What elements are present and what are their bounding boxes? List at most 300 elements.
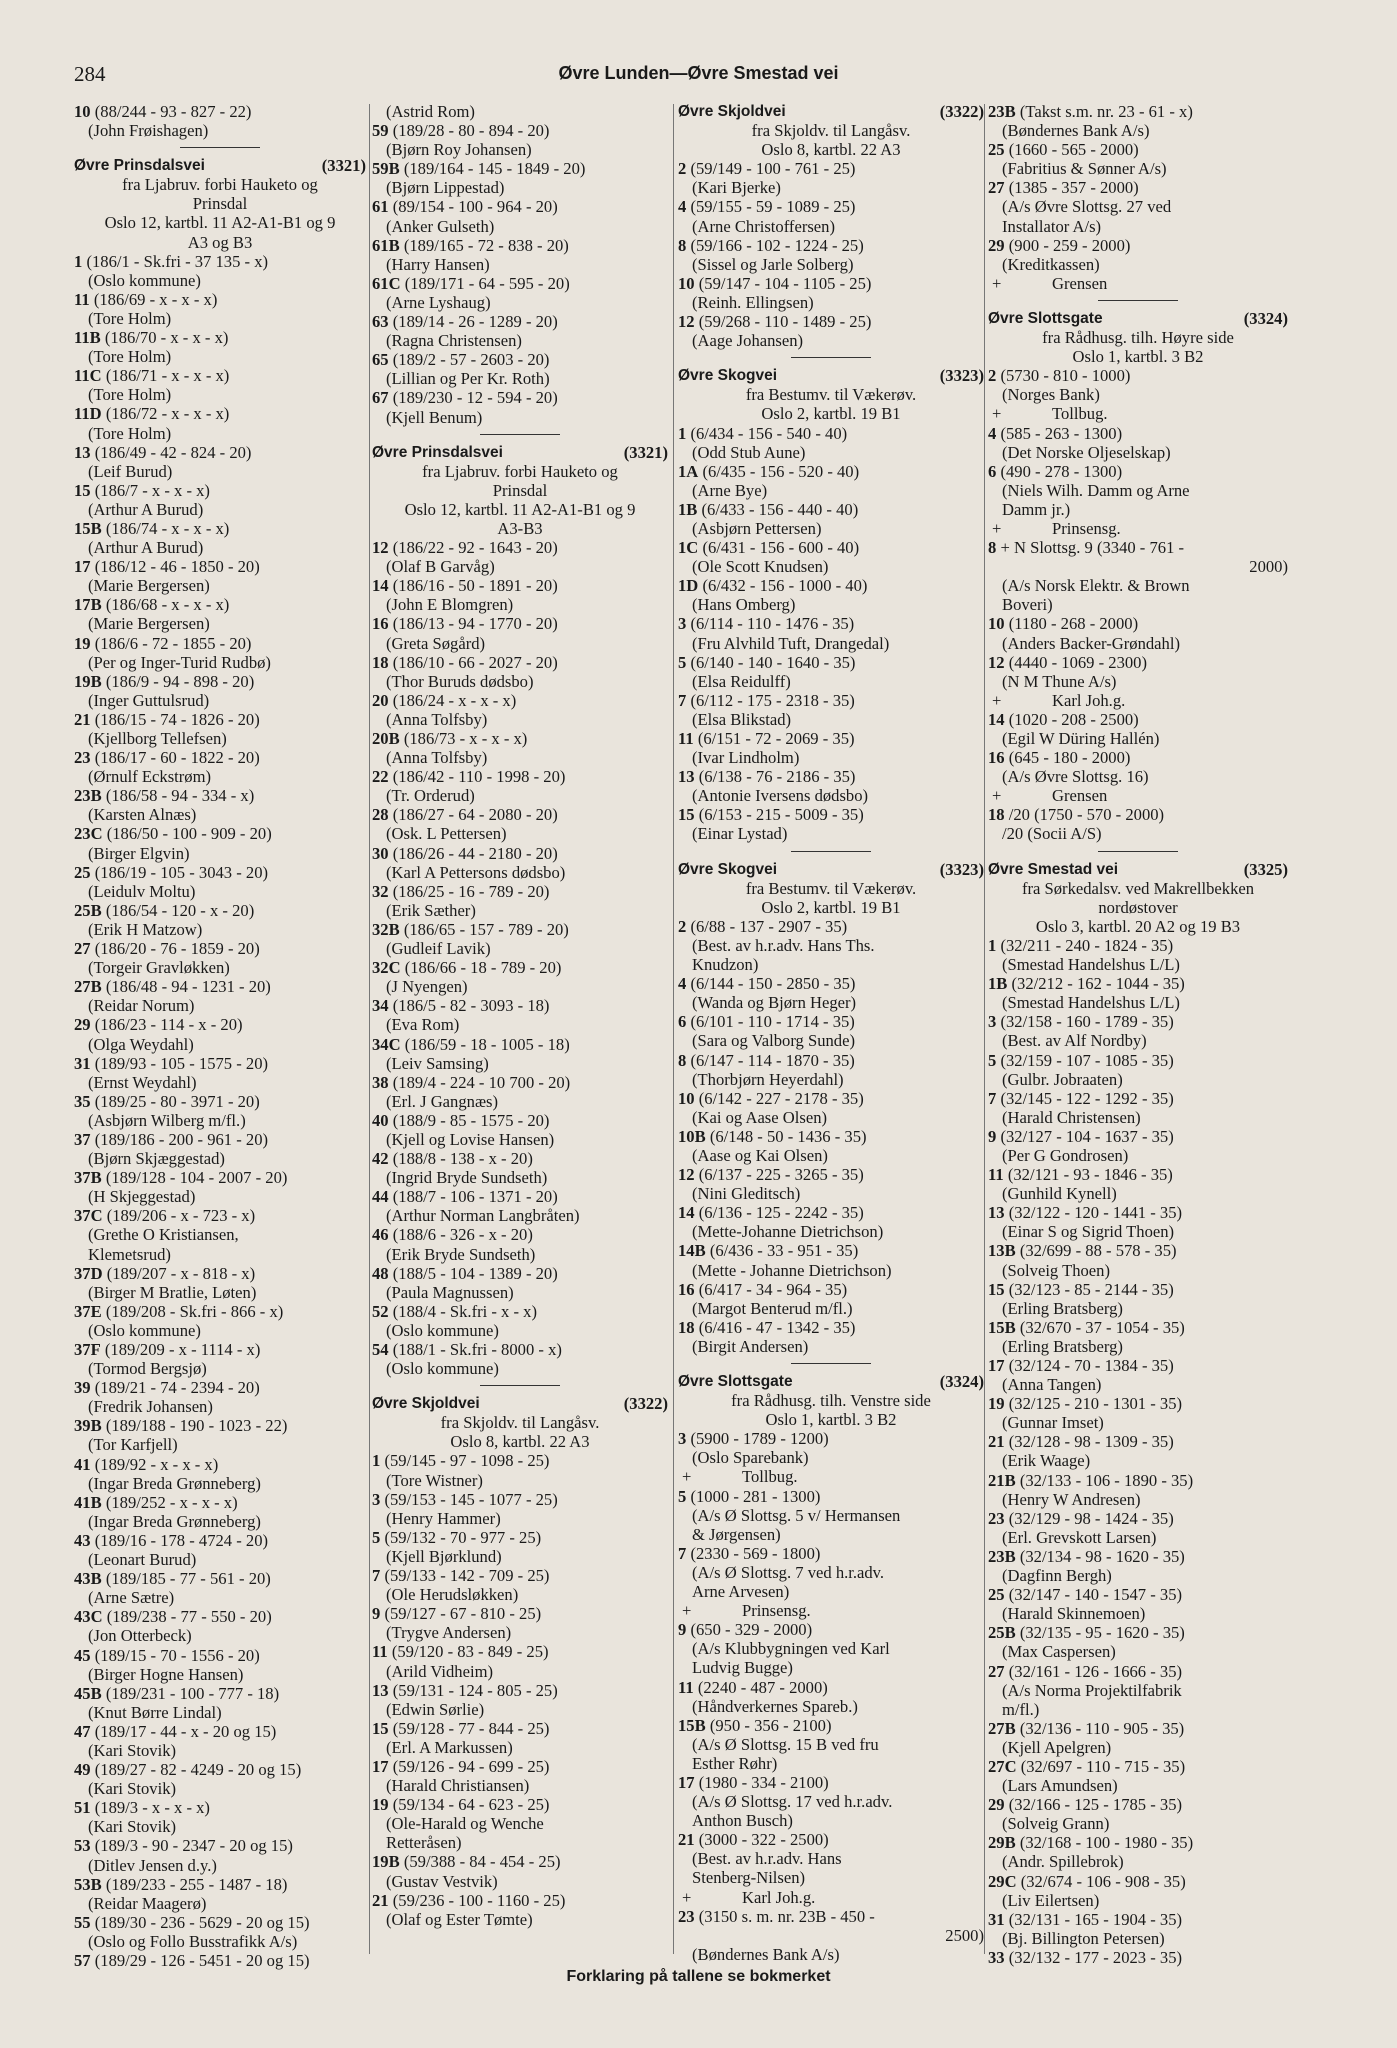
property-data: (188/5 - 104 - 1389 - 20) bbox=[392, 1263, 558, 1283]
address-entry bbox=[988, 1241, 1288, 1260]
property-data: (189/207 - x - 818 - x) bbox=[106, 1263, 256, 1283]
address-entry bbox=[678, 462, 984, 481]
owner-name: (Reidar Norum) bbox=[88, 996, 195, 1016]
owner-name: (Edwin Sørlie) bbox=[386, 1699, 485, 1719]
property-data: (32/131 - 165 - 1904 - 35) bbox=[1008, 1909, 1183, 1929]
address-entry bbox=[74, 1054, 366, 1073]
address-entry bbox=[372, 1719, 668, 1738]
owner-name: (Oslo kommune) bbox=[386, 1320, 499, 1340]
house-number: 16 bbox=[678, 1279, 695, 1299]
house-number: 25 bbox=[988, 1585, 1005, 1605]
owner-name: (Nini Gleditsch) bbox=[692, 1184, 801, 1204]
address-entry bbox=[74, 1722, 366, 1741]
house-number: 3 bbox=[372, 1489, 381, 1509]
owner-name: Damm jr.) bbox=[1002, 499, 1071, 519]
property-data: (6/101 - 110 - 1714 - 35) bbox=[690, 1012, 855, 1032]
owner-name: (Smestad Handelshus L/L) bbox=[1002, 993, 1180, 1013]
house-number: 8 bbox=[678, 235, 687, 255]
owner-name: (Eva Rom) bbox=[386, 1015, 460, 1035]
property-data: (32/132 - 177 - 2023 - 35) bbox=[1008, 1947, 1183, 1967]
street-heading bbox=[988, 309, 1288, 328]
property-data: (6/114 - 110 - 1476 - 35) bbox=[690, 614, 855, 634]
owner-name: (Lars Amundsen) bbox=[1002, 1776, 1118, 1796]
address-entry bbox=[372, 691, 668, 710]
property-data: (6/417 - 34 - 964 - 35) bbox=[698, 1279, 848, 1299]
property-data: (189/165 - 72 - 838 - 20) bbox=[403, 235, 569, 255]
owner-name: (Erik H Matzow) bbox=[88, 919, 203, 939]
street-description: fra Bestumv. til Vækerøv. bbox=[745, 878, 917, 898]
owner-name: (Torgeir Gravløkken) bbox=[88, 958, 230, 978]
property-data: (59/147 - 104 - 1105 - 25) bbox=[698, 273, 872, 293]
street-heading bbox=[678, 860, 984, 879]
cross-street-name: Karl Joh.g. bbox=[1052, 690, 1126, 710]
property-data: (6/144 - 150 - 2850 - 35) bbox=[690, 974, 856, 994]
address-entry bbox=[988, 1719, 1288, 1738]
street-name: Øvre Prinsdalsvei bbox=[372, 443, 503, 461]
owner-name: (Einar Lystad) bbox=[692, 824, 788, 844]
house-number: 2 bbox=[988, 366, 997, 386]
property-data: (6/112 - 175 - 2318 - 35) bbox=[690, 690, 855, 710]
house-number: 23B bbox=[988, 1546, 1016, 1566]
house-number: 5 bbox=[678, 1486, 687, 1506]
address-entry bbox=[372, 576, 668, 595]
address-entry bbox=[988, 1547, 1288, 1566]
house-number: 3 bbox=[678, 614, 687, 634]
address-entry bbox=[372, 1073, 668, 1092]
property-data: (186/25 - 16 - 789 - 20) bbox=[392, 881, 550, 901]
owner-name: (Best. av h.r.adv. Hans Ths. bbox=[692, 935, 875, 955]
house-number: 21B bbox=[988, 1470, 1016, 1490]
house-number: 16 bbox=[988, 748, 1005, 768]
owner-name: (Knut Børre Lindal) bbox=[88, 1702, 222, 1722]
address-entry bbox=[372, 958, 668, 977]
address-entry bbox=[74, 939, 366, 958]
house-number: 43B bbox=[74, 1569, 102, 1589]
property-data: (5900 - 1789 - 1200) bbox=[690, 1429, 829, 1449]
address-entry bbox=[74, 634, 366, 653]
owner-name: (Lillian og Per Kr. Roth) bbox=[386, 369, 550, 389]
owner-name: (Birgit Andersen) bbox=[692, 1336, 809, 1356]
property-data: (189/208 - Sk.fri - 866 - x) bbox=[105, 1301, 284, 1321]
address-entry bbox=[372, 767, 668, 786]
address-entry bbox=[74, 1416, 366, 1435]
property-data: (4440 - 1069 - 2300) bbox=[1008, 652, 1148, 672]
owner-name: (A/s Klubbygningen ved Karl bbox=[692, 1639, 890, 1659]
address-entry bbox=[372, 1225, 668, 1244]
owner-name: (Fabritius & Sønner A/s) bbox=[1002, 159, 1167, 179]
address-entry bbox=[74, 1607, 366, 1626]
house-number: 1 bbox=[678, 423, 687, 443]
address-entry bbox=[988, 1432, 1288, 1451]
owner-name: (Erl. J Gangnæs) bbox=[386, 1091, 498, 1111]
property-data: (89/154 - 100 - 964 - 20) bbox=[392, 197, 558, 217]
property-data: (59/145 - 97 - 1098 - 25) bbox=[384, 1451, 550, 1471]
section-divider bbox=[480, 1385, 560, 1386]
property-data: (189/128 - 104 - 2007 - 20) bbox=[105, 1168, 288, 1188]
house-number: 37C bbox=[74, 1206, 103, 1226]
owner-name: (Norges Bank) bbox=[1002, 385, 1100, 405]
property-data: (189/27 - 82 - 4249 - 20 og 15) bbox=[94, 1760, 302, 1780]
property-data: (186/12 - 46 - 1850 - 20) bbox=[94, 557, 260, 577]
property-data: (32/136 - 110 - 905 - 35) bbox=[1019, 1718, 1185, 1738]
owner-name: (Bjørn Roy Johansen) bbox=[386, 140, 532, 160]
house-number: 14B bbox=[678, 1241, 706, 1261]
owner-name: (Arne Lyshaug) bbox=[386, 292, 491, 312]
house-number: 32B bbox=[372, 919, 400, 939]
property-data: (59/134 - 64 - 623 - 25) bbox=[392, 1795, 550, 1815]
owner-name: (Kjell Bjørklund) bbox=[386, 1546, 502, 1566]
house-number: 6 bbox=[678, 1012, 687, 1032]
property-data: (88/244 - 93 - 827 - 22) bbox=[94, 102, 252, 121]
house-number: 61 bbox=[372, 197, 389, 217]
property-data: (186/66 - 18 - 789 - 20) bbox=[404, 958, 562, 978]
street-code: (3321) bbox=[321, 156, 366, 176]
owner-name: (Margot Benterud m/fl.) bbox=[692, 1298, 853, 1318]
address-entry bbox=[988, 1165, 1288, 1184]
address-entry bbox=[988, 936, 1288, 955]
house-number: 5 bbox=[678, 652, 687, 672]
house-number: 28 bbox=[372, 805, 389, 825]
page-number: 284 bbox=[74, 62, 106, 86]
property-data: (950 - 356 - 2100) bbox=[709, 1715, 832, 1735]
property-data: (189/186 - 200 - 961 - 20) bbox=[94, 1129, 269, 1149]
house-number: 67 bbox=[372, 388, 389, 408]
owner-name: (Anna Tolfsby) bbox=[386, 748, 488, 768]
property-data: (59/153 - 145 - 1077 - 25) bbox=[384, 1489, 558, 1509]
address-entry bbox=[372, 1681, 668, 1700]
property-data: (32/133 - 106 - 1890 - 35) bbox=[1019, 1470, 1194, 1490]
property-data: (186/7 - x - x - x) bbox=[94, 480, 210, 500]
house-number: 11B bbox=[74, 328, 101, 348]
owner-name: (Osk. L Pettersen) bbox=[386, 824, 507, 844]
address-entry bbox=[678, 1620, 984, 1639]
address-entry bbox=[678, 691, 984, 710]
address-entry bbox=[372, 1852, 668, 1871]
house-number: 11 bbox=[678, 1677, 694, 1697]
property-data: (6/435 - 156 - 520 - 40) bbox=[702, 461, 860, 481]
owner-name: (Reidar Maagerø) bbox=[88, 1893, 207, 1913]
address-entry bbox=[678, 1127, 984, 1146]
address-entry bbox=[372, 1566, 668, 1585]
house-number: 15 bbox=[74, 480, 91, 500]
street-description: A3-B3 bbox=[497, 518, 543, 538]
address-entry bbox=[988, 424, 1288, 443]
house-number: 21 bbox=[988, 1432, 1005, 1452]
owner-name: (Arild Vidheim) bbox=[386, 1661, 494, 1681]
owner-name: Anthon Busch) bbox=[692, 1811, 793, 1831]
street-description: fra Bestumv. til Vækerøv. bbox=[745, 385, 917, 405]
property-data: (59/155 - 59 - 1089 - 25) bbox=[690, 197, 856, 217]
address-entry bbox=[988, 1356, 1288, 1375]
address-entry bbox=[678, 1773, 984, 1792]
property-data: (186/69 - x - x - x) bbox=[93, 289, 218, 309]
house-number: 15B bbox=[678, 1715, 706, 1735]
house-number: 12 bbox=[372, 538, 389, 558]
property-data: (2330 - 569 - 1800) bbox=[690, 1543, 821, 1563]
street-code: (3323) bbox=[939, 859, 984, 879]
address-entry bbox=[988, 1872, 1288, 1891]
address-entry bbox=[372, 729, 668, 748]
house-number: 11 bbox=[372, 1642, 388, 1662]
address-entry bbox=[372, 197, 668, 216]
owner-name: (Tore Holm) bbox=[88, 385, 172, 405]
owner-name: (Ragna Christensen) bbox=[386, 331, 522, 351]
cross-street-marker: + bbox=[992, 690, 1002, 710]
owner-name: (Tore Wistner) bbox=[386, 1470, 483, 1490]
street-description: fra Rådhusg. tilh. Venstre side bbox=[731, 1391, 931, 1411]
address-entry bbox=[678, 1830, 984, 1849]
owner-name: (Ole-Harald og Wenche bbox=[386, 1814, 544, 1834]
street-description: nordøstover bbox=[1098, 897, 1178, 917]
property-data: (1660 - 565 - 2000) bbox=[1008, 140, 1139, 160]
house-number: 22 bbox=[372, 767, 389, 787]
address-entry bbox=[678, 236, 984, 255]
house-number: 52 bbox=[372, 1301, 389, 1321]
property-data: (6/436 - 33 - 951 - 35) bbox=[709, 1241, 859, 1261]
address-entry bbox=[678, 917, 984, 936]
property-data: (32/211 - 240 - 1824 - 35) bbox=[1000, 935, 1174, 955]
property-data: (186/59 - 18 - 1005 - 18) bbox=[404, 1034, 570, 1054]
owner-name: (Kjellborg Tellefsen) bbox=[88, 729, 227, 748]
house-number: 11 bbox=[74, 289, 90, 309]
owner-name: Knudzon) bbox=[692, 955, 759, 975]
column-divider bbox=[673, 104, 674, 1954]
address-entry bbox=[74, 1206, 366, 1225]
property-data: (186/68 - x - x - x) bbox=[105, 595, 230, 615]
owner-name: (Thorbjørn Heyerdahl) bbox=[692, 1069, 844, 1089]
address-entry bbox=[678, 1280, 984, 1299]
house-number: 1C bbox=[678, 538, 699, 558]
address-entry bbox=[74, 595, 366, 614]
property-data: (186/72 - x - x - x) bbox=[105, 404, 230, 424]
street-heading bbox=[372, 1394, 668, 1413]
house-number: 21 bbox=[678, 1830, 695, 1850]
house-number: 45 bbox=[74, 1645, 91, 1665]
property-data: (189/233 - 255 - 1487 - 18) bbox=[105, 1874, 288, 1894]
house-number: 39 bbox=[74, 1378, 91, 1398]
house-number: 43C bbox=[74, 1607, 103, 1627]
house-number: 63 bbox=[372, 312, 389, 332]
footer-note: Forklaring på tallene se bokmerket bbox=[566, 1968, 831, 1985]
address-entry bbox=[678, 805, 984, 824]
cross-street-name: Prinsensg. bbox=[742, 1601, 811, 1621]
property-data: (6/416 - 47 - 1342 - 35) bbox=[698, 1317, 856, 1337]
address-entry bbox=[988, 102, 1288, 121]
address-entry bbox=[372, 350, 668, 369]
property-data: (6/433 - 156 - 440 - 40) bbox=[701, 499, 859, 519]
address-entry bbox=[372, 312, 668, 331]
property-data: (186/19 - 105 - 3043 - 20) bbox=[94, 862, 269, 882]
address-entry bbox=[678, 1716, 984, 1735]
house-number: 7 bbox=[678, 1543, 687, 1563]
house-number: 29B bbox=[988, 1833, 1016, 1853]
street-code: (3324) bbox=[939, 1372, 984, 1391]
property-data: (186/6 - 72 - 1855 - 20) bbox=[94, 633, 252, 653]
property-data: (189/3 - x - x - x) bbox=[94, 1798, 210, 1818]
owner-name: (Karl A Pettersons dødsbo) bbox=[386, 862, 566, 882]
house-number: 29 bbox=[74, 1015, 91, 1035]
address-entry bbox=[988, 462, 1288, 481]
address-entry bbox=[988, 1012, 1288, 1031]
owner-name: (Harald Skinnemoen) bbox=[1002, 1604, 1146, 1624]
owner-name: (Birger Hogne Hansen) bbox=[88, 1664, 244, 1684]
property-data: (32/124 - 70 - 1384 - 35) bbox=[1008, 1356, 1174, 1375]
owner-name: (Kari Stovik) bbox=[88, 1740, 177, 1760]
address-entry bbox=[372, 614, 668, 633]
address-entry bbox=[988, 1051, 1288, 1070]
property-data: (32/168 - 100 - 1980 - 35) bbox=[1019, 1833, 1194, 1853]
house-number: 25B bbox=[988, 1623, 1016, 1643]
house-number: 35 bbox=[74, 1091, 91, 1111]
street-description: fra Ljabruv. forbi Hauketo og bbox=[122, 175, 318, 195]
owner-name: (Leiv Samsing) bbox=[386, 1053, 489, 1073]
property-data: (6/147 - 114 - 1870 - 35) bbox=[690, 1050, 855, 1070]
owner-name: (Gulbr. Jobraaten) bbox=[1002, 1069, 1123, 1089]
owner-name: (A/s Norsk Elektr. & Brown bbox=[1002, 576, 1190, 596]
house-number: 19 bbox=[74, 633, 91, 653]
property-data: (186/23 - 114 - x - 20) bbox=[94, 1015, 243, 1035]
house-number: 11 bbox=[678, 729, 694, 748]
street-code: (3321) bbox=[623, 442, 668, 462]
owner-name: (Asbjørn Wilberg m/fl.) bbox=[88, 1110, 246, 1130]
property-data: (189/15 - 70 - 1556 - 20) bbox=[94, 1645, 260, 1665]
property-data: (59/126 - 94 - 699 - 25) bbox=[392, 1756, 550, 1776]
owner-name: (Per og Inger-Turid Rudbø) bbox=[88, 652, 271, 672]
address-entry bbox=[372, 1757, 668, 1776]
owner-name: (Erling Bratsberg) bbox=[1002, 1298, 1123, 1318]
address-entry bbox=[372, 121, 668, 140]
address-entry bbox=[74, 102, 366, 121]
house-number: 18 bbox=[372, 652, 389, 672]
house-number: 32 bbox=[372, 881, 389, 901]
owner-name: (John E Blomgren) bbox=[386, 595, 514, 615]
property-data: (189/21 - 74 - 2394 - 20) bbox=[94, 1378, 260, 1398]
house-number: 12 bbox=[988, 652, 1005, 672]
owner-name: (Sara og Valborg Sunde) bbox=[692, 1031, 855, 1051]
page-title: Øvre Lunden—Øvre Smestad vei bbox=[558, 63, 839, 83]
street-code: (3324) bbox=[1243, 308, 1288, 328]
cross-street-name: Grensen bbox=[1052, 273, 1108, 293]
address-entry bbox=[678, 159, 984, 178]
property-data: (188/9 - 85 - 1575 - 20) bbox=[392, 1110, 550, 1130]
house-number: 40 bbox=[372, 1110, 389, 1130]
house-number: 18 bbox=[988, 805, 1005, 825]
address-entry bbox=[74, 1760, 366, 1779]
house-number: 14 bbox=[678, 1203, 695, 1223]
address-entry bbox=[988, 614, 1288, 633]
address-entry bbox=[678, 1165, 984, 1184]
house-number: 39B bbox=[74, 1416, 102, 1436]
house-number: 19 bbox=[988, 1394, 1005, 1414]
column-divider bbox=[369, 104, 370, 1954]
property-data: (1020 - 208 - 2500) bbox=[1008, 709, 1139, 729]
owner-name: (Karsten Alnæs) bbox=[88, 805, 197, 825]
property-data: (32/212 - 162 - 1044 - 35) bbox=[1011, 974, 1185, 994]
address-entry bbox=[372, 1302, 668, 1321]
address-entry bbox=[988, 1585, 1288, 1604]
owner-name: (Gunhild Kynell) bbox=[1002, 1184, 1117, 1204]
owner-name: (Erl. A Markussen) bbox=[386, 1737, 513, 1757]
property-data: (189/93 - 105 - 1575 - 20) bbox=[94, 1053, 269, 1073]
address-entry bbox=[372, 653, 668, 672]
owner-name: (Anna Tangen) bbox=[1002, 1375, 1102, 1395]
property-data: (59/133 - 142 - 709 - 25) bbox=[384, 1566, 550, 1586]
address-entry bbox=[372, 1340, 668, 1359]
house-number: 55 bbox=[74, 1912, 91, 1932]
owner-name: (Wanda og Bjørn Heger) bbox=[692, 993, 857, 1013]
owner-name: (Jon Otterbeck) bbox=[88, 1626, 192, 1646]
owner-name: (Tore Holm) bbox=[88, 423, 172, 443]
property-data: (6/151 - 72 - 2069 - 35) bbox=[697, 729, 855, 748]
cross-street bbox=[988, 691, 1288, 710]
owner-name: (Antonie Iversens dødsbo) bbox=[692, 786, 869, 806]
property-data: (188/4 - Sk.fri - x - x) bbox=[392, 1301, 537, 1321]
address-entry bbox=[372, 1604, 668, 1623]
property-data: (186/26 - 44 - 2180 - 20) bbox=[392, 843, 558, 863]
owner-name: (Harald Christiansen) bbox=[386, 1776, 530, 1796]
owner-name: (Kjell og Lovise Hansen) bbox=[386, 1129, 555, 1149]
property-data: (59/236 - 100 - 1160 - 25) bbox=[392, 1890, 566, 1910]
address-entry bbox=[74, 1302, 366, 1321]
owner-name: (Mette - Johanne Dietrichson) bbox=[692, 1260, 892, 1280]
owner-name: (Erl. Grevskott Larsen) bbox=[1002, 1527, 1157, 1547]
street-description: Prinsdal bbox=[192, 194, 248, 214]
property-data: (59/127 - 67 - 810 - 25) bbox=[384, 1604, 542, 1624]
owner-name: (Einar S og Sigrid Thoen) bbox=[1002, 1222, 1175, 1242]
house-number: 29 bbox=[988, 235, 1005, 255]
house-number: 23 bbox=[74, 748, 91, 768]
house-number: 7 bbox=[372, 1566, 381, 1586]
owner-name: (N M Thune A/s) bbox=[1002, 671, 1117, 691]
property-data: (186/9 - 94 - 898 - 20) bbox=[105, 671, 255, 691]
address-entry bbox=[678, 974, 984, 993]
property-data: (32/147 - 140 - 1547 - 35) bbox=[1008, 1585, 1183, 1605]
house-number: 17 bbox=[678, 1772, 695, 1792]
street-heading bbox=[74, 156, 366, 175]
property-data: (188/6 - 326 - x - 20) bbox=[392, 1225, 533, 1245]
house-number: 25 bbox=[74, 862, 91, 882]
house-number: 9 bbox=[372, 1604, 381, 1624]
address-entry bbox=[372, 538, 668, 557]
street-heading bbox=[988, 860, 1288, 879]
address-entry bbox=[678, 1012, 984, 1031]
house-number: 1 bbox=[372, 1451, 381, 1471]
house-number: 15 bbox=[988, 1279, 1005, 1299]
owner-name: (Kreditkassen) bbox=[1002, 254, 1100, 274]
owner-name: (Anders Backer-Grøndahl) bbox=[1002, 633, 1180, 653]
street-heading bbox=[678, 102, 984, 121]
owner-name: (Gustav Vestvik) bbox=[386, 1871, 498, 1891]
house-number: 41 bbox=[74, 1454, 91, 1474]
property-data: (32/123 - 85 - 2144 - 35) bbox=[1008, 1279, 1174, 1299]
cross-street-marker: + bbox=[992, 273, 1002, 293]
address-entry bbox=[988, 1623, 1288, 1642]
house-number: 12 bbox=[678, 312, 695, 332]
section-divider bbox=[480, 434, 560, 435]
owner-name: Esther Røhr) bbox=[692, 1753, 778, 1773]
owner-name: (Tor Karfjell) bbox=[88, 1435, 178, 1455]
street-description: Oslo 12, kartbl. 11 A2-A1-B1 og 9 bbox=[404, 499, 636, 519]
street-name: Øvre Skjoldvei bbox=[678, 103, 786, 120]
property-data: (189/92 - x - x - x) bbox=[94, 1454, 219, 1474]
address-entry bbox=[74, 748, 366, 767]
house-number: 10B bbox=[678, 1126, 706, 1146]
owner-name: (Tore Holm) bbox=[88, 308, 172, 328]
owner-name: (Paula Magnussen) bbox=[386, 1282, 514, 1302]
address-entry bbox=[988, 538, 1288, 557]
address-entry bbox=[74, 1092, 366, 1111]
property-data: (6/138 - 76 - 2186 - 35) bbox=[698, 767, 856, 787]
